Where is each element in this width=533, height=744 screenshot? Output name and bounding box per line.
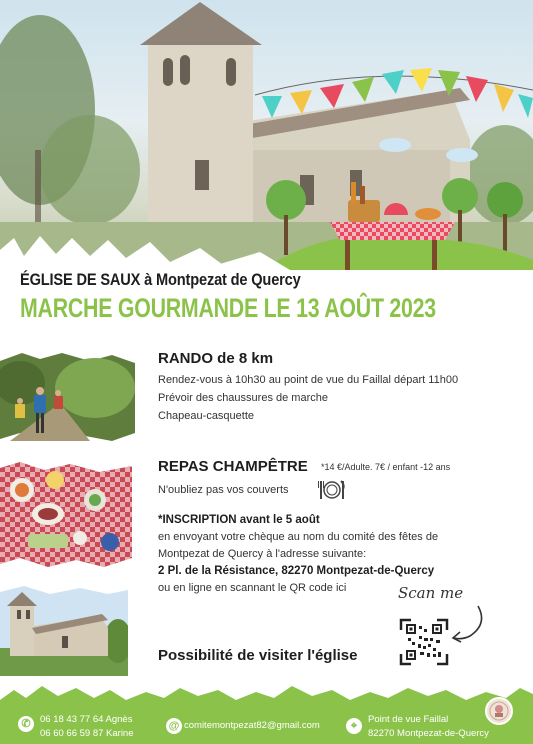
repas-note: N'oubliez pas vos couverts [158, 484, 289, 496]
church-illustration [0, 0, 533, 270]
place-name: Point de vue Faillal [368, 714, 449, 725]
visit-church-text: Possibilité de visiter l'église [158, 647, 358, 664]
rando-shoes-text: Prévoir des chaussures de marche [158, 392, 328, 404]
phone-agnes[interactable]: 06 18 43 77 64 Agnès [40, 714, 133, 725]
cutlery-icon [318, 479, 346, 506]
inscription-title: *INSCRIPTION avant le 5 août [158, 514, 320, 526]
picnic-photo [0, 462, 132, 567]
repas-title: REPAS CHAMPÊTRE [158, 458, 308, 475]
arrow-icon [448, 604, 488, 653]
email-link[interactable]: comitemontpezat82@gmail.com [184, 720, 320, 731]
repas-price: *14 €/Adulte. 7€ / enfant -12 ans [321, 462, 451, 472]
phone-icon: ✆ [18, 716, 34, 732]
inscription-line1: en envoyant votre chèque au nom du comité des fêtes de [158, 531, 439, 543]
location-pin-icon: ⌖ [346, 718, 362, 734]
rando-hat-text: Chapeau-casquette [158, 410, 255, 422]
church-photo [0, 586, 128, 676]
rando-title: RANDO de 8 km [158, 350, 274, 367]
inscription-address: 2 Pl. de la Résistance, 82270 Montpezat-de-Quercy [158, 565, 435, 577]
hero-church-image [0, 0, 533, 270]
event-main-title: MARCHE GOURMANDE LE 13 AOÛT 2023 [20, 293, 436, 323]
logo-badge [485, 697, 513, 725]
event-location-title: ÉGLISE DE SAUX à Montpezat de Quercy [20, 270, 301, 289]
hikers-photo [0, 353, 135, 441]
inscription-line2: Montpezat de Quercy à l'adresse suivante: [158, 548, 367, 560]
rando-meeting-text: Rendez-vous à 10h30 au point de vue du Faillal départ 11h00 [158, 374, 459, 386]
inscription-line4: ou en ligne en scannant le QR code ici [158, 582, 347, 594]
footer-grass-edge [0, 682, 533, 702]
place-city: 82270 Montpezat-de-Quercy [368, 728, 489, 739]
at-icon: @ [166, 718, 182, 734]
scan-me-label: Scan me [398, 584, 464, 602]
phone-karine[interactable]: 06 60 66 59 87 Karine [40, 728, 134, 739]
qr-code-icon[interactable] [406, 624, 442, 660]
